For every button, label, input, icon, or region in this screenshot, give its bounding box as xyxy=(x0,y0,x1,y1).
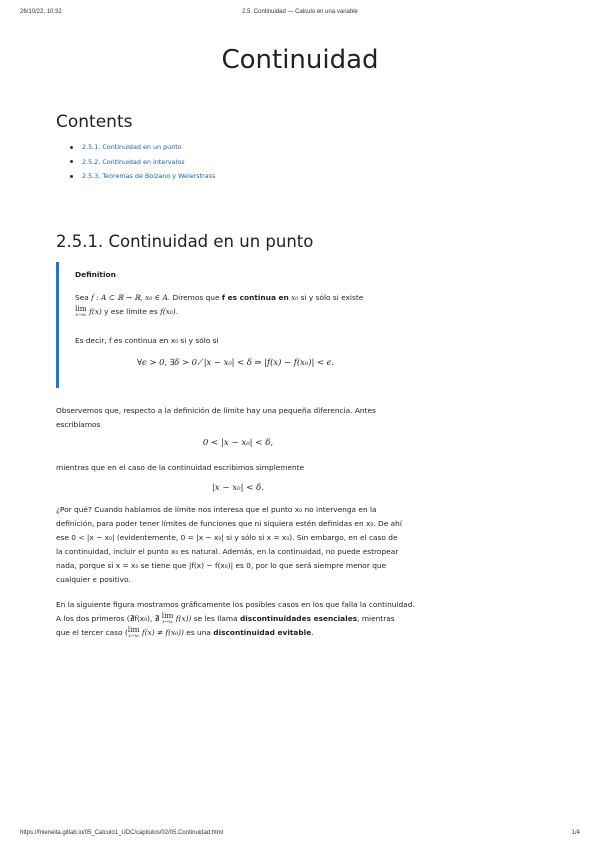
page-title: Continuidad xyxy=(221,45,379,75)
lim-subscript: x→x₀ xyxy=(162,620,173,625)
paragraph-line xyxy=(56,612,420,626)
paragraph-1 xyxy=(56,404,420,432)
p4-text: . xyxy=(311,628,314,637)
print-datetime: 26/10/22, 10:32 xyxy=(20,9,62,15)
contents-heading: Contents xyxy=(56,112,133,132)
def-text: . Diremos que xyxy=(167,293,222,302)
def-text: Sea xyxy=(75,293,92,302)
definition-line-1 xyxy=(75,291,363,304)
p4-math: f(x)) xyxy=(173,614,192,623)
formula-2: |x − x₀| < δ. xyxy=(211,483,265,493)
paragraph-line: ¿Por qué? Cuando hablamos de límite nos interesa que el punto x₀ no intervenga en la xyxy=(56,505,377,514)
toc-link-continuidad-punto[interactable]: 2.5.1. Continuidad en un punto xyxy=(70,143,215,158)
print-page-number: 1/4 xyxy=(571,830,580,836)
p4-text: , mientras xyxy=(357,614,395,623)
paragraph-line: la continuidad, incluir el punto x₀ es natural. Además, en la continuidad, no puede estropear xyxy=(56,547,399,556)
def-text: y ese límite es xyxy=(101,307,161,316)
paragraph-line: cualquier ϵ positivo. xyxy=(56,575,131,584)
paragraph-2 xyxy=(56,461,420,475)
paragraph-line: definición, para poder tener límites de funciones que ni siquiera estén definidas en x₀. De ahí xyxy=(56,519,402,528)
def-bold: f es continua en xyxy=(221,293,289,302)
paragraph-4 xyxy=(56,598,420,640)
definition-title: Definition xyxy=(75,270,116,279)
print-page-title: 2.5. Continuidad — Calculo en una variable xyxy=(242,9,358,15)
toc-link-continuidad-intervalos[interactable]: 2.5.2. Continuidad en intervalos xyxy=(70,158,215,173)
p4-bold: discontinuidades esenciales xyxy=(239,614,358,623)
lim-word: lim xyxy=(127,625,140,634)
paragraph-line: mientras que en el caso de la continuidad escribimos simplemente xyxy=(56,463,305,472)
def-math: x₀ xyxy=(288,293,299,302)
limit-operator xyxy=(128,626,140,639)
lim-word: lim xyxy=(161,611,174,620)
def-math: f(x₀). xyxy=(160,307,179,316)
p4-text: que el tercer caso ( xyxy=(56,628,128,637)
definition-line-2 xyxy=(75,305,178,318)
limit-operator xyxy=(162,612,174,625)
p4-bold: discontinuidad evitable xyxy=(213,628,312,637)
paragraph-line: nada, porque si x = x₀ se tiene que |f(x) − f(x₀)| es 0, por lo que será siempre menor que xyxy=(56,561,387,570)
limit-operator xyxy=(75,305,87,318)
table-of-contents xyxy=(70,143,215,187)
definition-box xyxy=(56,262,421,388)
paragraph-line xyxy=(56,626,420,640)
paragraph-line: escribíamos xyxy=(56,420,101,429)
paragraph-line: Observemos que, respecto a la definición de límite hay una pequeña diferencia. Antes xyxy=(56,406,376,415)
paragraph-3 xyxy=(56,503,420,587)
definition-line-3: Es decir, f es continua en x₀ si y sólo si xyxy=(75,336,219,345)
section-heading: 2.5.1. Continuidad en un punto xyxy=(56,232,314,251)
p4-text: se les llama xyxy=(191,614,240,623)
def-math: f(x) xyxy=(89,307,102,316)
p4-text: A los dos primeros (∄f(x₀), ∄ xyxy=(56,614,162,623)
paragraph-line: ese 0 < |x − x₀| (evidentemente, 0 = |x − x₀| si y sólo si x = x₀). Sin embargo, en el caso de xyxy=(56,533,398,542)
print-url: https://fnieneita.gitlab.io/05_Calculo1_UDC/capitulos/02/05.Continuidad.html xyxy=(20,830,224,836)
def-math: f : A ⊂ ℝ → ℝ, x₀ ∈ A xyxy=(91,293,168,302)
formula-1: 0 < |x − x₀| < δ, xyxy=(202,438,274,448)
definition-formula: ∀ϵ > 0, ∃δ > 0 ⁄ |x − x₀| < δ ⇒ |f(x) − f(x₀)| < ϵ. xyxy=(137,357,334,367)
p4-math: f(x) ≠ f(x₀)) xyxy=(139,628,184,637)
lim-subscript: x→x₀ xyxy=(75,313,87,318)
def-text: si y sólo si existe xyxy=(298,293,364,302)
toc-link-bolzano-weierstrass[interactable]: 2.5.3. Teoremas de Bolzano y Weierstrass xyxy=(70,172,215,187)
p4-text: es una xyxy=(183,628,214,637)
lim-subscript: x→x₀ xyxy=(128,634,139,639)
lim-word: lim xyxy=(75,304,87,313)
paragraph-line: En la siguiente figura mostramos gráficamente los posibles casos en los que falla la continuidad. xyxy=(56,600,415,609)
